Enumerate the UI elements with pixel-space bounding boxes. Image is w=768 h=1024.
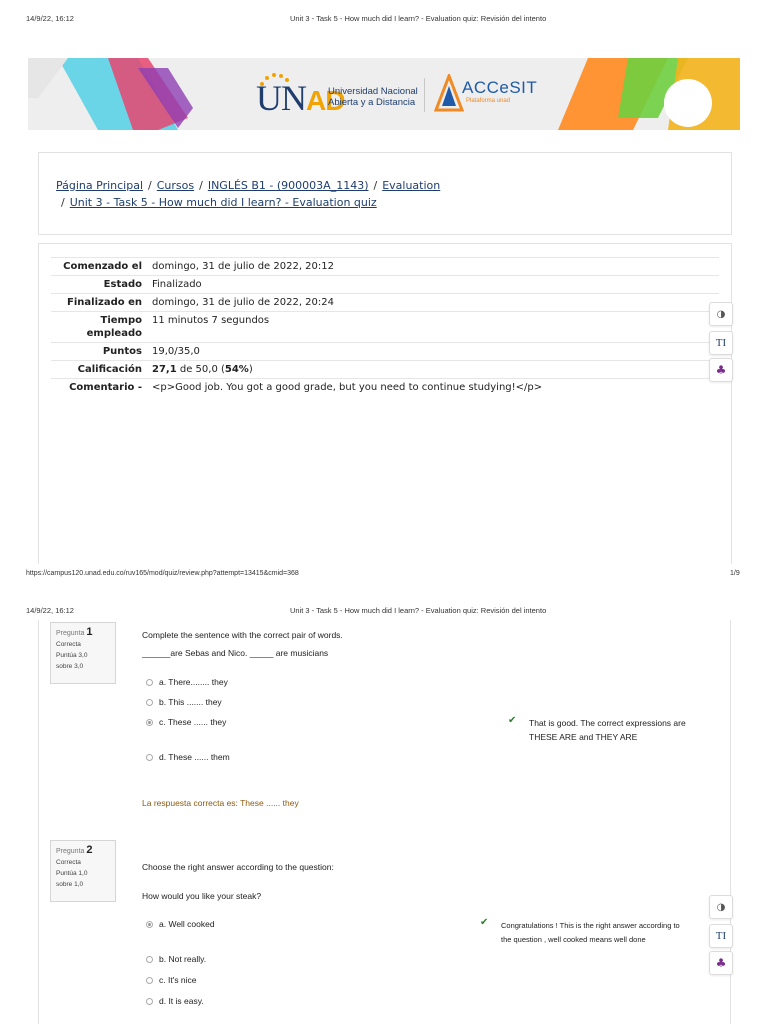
grade-close: ) <box>248 364 253 375</box>
question-info-1 <box>50 622 116 684</box>
answer-option-selected[interactable] <box>146 919 215 929</box>
accessibility-plugin-button[interactable] <box>709 951 733 975</box>
radio-button[interactable] <box>146 998 153 1005</box>
breadcrumb-home[interactable]: Página Principal <box>56 179 144 192</box>
logo-divider <box>424 78 425 112</box>
correct-check-icon: ✔ <box>508 715 517 726</box>
summary-label: Tiempo empleado <box>51 312 148 343</box>
answer-option-label: c. It's nice <box>159 975 197 985</box>
question-prompt: Complete the sentence with the correct pair of words. <box>142 630 343 640</box>
answer-option-label: d. It is easy. <box>159 996 204 1006</box>
summary-label: Finalizado en <box>51 294 148 312</box>
text-icon: TI <box>715 337 727 349</box>
puzzle-icon: ♣ <box>715 956 727 970</box>
summary-row <box>51 258 719 276</box>
radio-button-selected[interactable] <box>146 719 153 726</box>
grade-label: Calificación <box>51 361 148 379</box>
text-size-button[interactable] <box>709 924 733 948</box>
radio-button-selected[interactable] <box>146 921 153 928</box>
accesit-subtitle: Plataforma unad <box>466 98 511 104</box>
grade-of: de 50,0 ( <box>176 364 225 375</box>
attempt-summary-table <box>51 257 719 396</box>
answer-option[interactable] <box>146 752 230 762</box>
breadcrumb-quiz[interactable]: Unit 3 - Task 5 - How much did I learn? - Evaluation quiz <box>69 196 377 209</box>
answer-option-label: c. These ...... they <box>159 717 227 727</box>
answer-option[interactable] <box>146 954 206 964</box>
radio-button[interactable] <box>146 977 153 984</box>
answer-option[interactable] <box>146 975 197 985</box>
print-header-title: Unit 3 - Task 5 - How much did I learn? - Evaluation quiz: Revisión del intento <box>290 606 547 615</box>
summary-value: 19,0/35,0 <box>148 343 719 361</box>
summary-row <box>51 276 719 294</box>
site-banner <box>28 58 740 130</box>
answer-option-label: b. Not really. <box>159 954 207 964</box>
comment-value: <p>Good job. You got a good grade, but you need to continue studying!</p> <box>148 379 719 397</box>
contrast-toggle-button[interactable] <box>709 302 733 326</box>
summary-row <box>51 312 719 343</box>
answer-option[interactable] <box>146 697 222 707</box>
accesit-logo-mark <box>434 74 464 114</box>
feedback-line: the question , well cooked means well done <box>501 935 646 944</box>
summary-value: Finalizado <box>148 276 719 294</box>
radio-button[interactable] <box>146 956 153 963</box>
contrast-toggle-button[interactable] <box>709 895 733 919</box>
unad-logo[interactable] <box>256 72 426 118</box>
radio-button[interactable] <box>146 699 153 706</box>
unad-logo-wordmark: UNAD <box>256 78 345 118</box>
question-prompt: Choose the right answer according to the question: <box>142 862 334 872</box>
question-number <box>56 845 110 857</box>
question-sentence: How would you like your steak? <box>142 891 262 901</box>
answer-feedback <box>501 919 680 947</box>
question-status: Correcta <box>56 641 81 648</box>
answer-option[interactable] <box>146 996 204 1006</box>
summary-label: Puntos <box>51 343 148 361</box>
breadcrumb-courses[interactable]: Cursos <box>156 179 195 192</box>
summary-value: domingo, 31 de julio de 2022, 20:12 <box>148 258 719 276</box>
question-label: Pregunta <box>56 848 85 855</box>
grade-value-cell <box>148 361 719 379</box>
text-size-button[interactable] <box>709 331 733 355</box>
correct-check-icon: ✔ <box>480 917 489 928</box>
contrast-icon: ◑ <box>716 308 726 320</box>
radio-button[interactable] <box>146 754 153 761</box>
breadcrumb <box>56 179 440 192</box>
radio-button[interactable] <box>146 679 153 686</box>
feedback-line: Congratulations ! This is the right answer according to <box>501 921 680 930</box>
comment-label: Comentario - <box>51 379 148 397</box>
summary-row-grade <box>51 361 719 379</box>
accesit-logo[interactable] <box>434 72 538 118</box>
answer-option-label: d. These ...... them <box>159 752 230 762</box>
correct-answer-text: La respuesta correcta es: These ...... they <box>142 798 299 808</box>
answer-option-label: b. This ....... they <box>159 697 222 707</box>
summary-label: Comenzado el <box>51 258 148 276</box>
print-header-date: 14/9/22, 16:12 <box>26 14 74 23</box>
answer-feedback <box>529 716 686 744</box>
question-number-value: 2 <box>86 844 93 856</box>
question-score: Puntúa 3,0 <box>56 652 88 659</box>
breadcrumb-separator: / <box>148 179 152 192</box>
breadcrumb-course[interactable]: INGLÉS B1 - (900003A_1143) <box>207 179 369 192</box>
question-label: Pregunta <box>56 630 85 637</box>
grade-percent: 54% <box>224 364 249 375</box>
summary-row <box>51 294 719 312</box>
university-name-line1: Universidad Nacional <box>328 86 418 97</box>
answer-option[interactable] <box>146 677 228 687</box>
accessibility-plugin-button[interactable] <box>709 358 733 382</box>
question-number-value: 1 <box>86 626 93 638</box>
question-status: Correcta <box>56 859 81 866</box>
breadcrumb-card <box>38 152 732 235</box>
university-name-line2: Abierta y a Distancia <box>328 97 416 108</box>
answer-option-selected[interactable] <box>146 717 226 727</box>
question-number <box>56 627 110 639</box>
answer-option-label: a. There........ they <box>159 677 228 687</box>
contrast-icon: ◑ <box>716 901 726 913</box>
text-icon: TI <box>715 930 727 942</box>
breadcrumb-separator: / <box>373 179 378 192</box>
summary-row <box>51 343 719 361</box>
question-sentence: ______are Sebas and Nico. _____ are musicians <box>142 648 329 658</box>
breadcrumb-separator: / <box>199 179 203 192</box>
summary-value: 11 minutos 7 segundos <box>148 312 719 343</box>
question-score: Puntúa 1,0 <box>56 870 88 877</box>
print-footer-url: https://campus120.unad.edu.co/ruv165/mod/quiz/review.php?attempt=13415&cmid=368 <box>26 570 299 577</box>
question-info-2 <box>50 840 116 902</box>
print-header-date: 14/9/22, 16:12 <box>26 606 74 615</box>
feedback-line: That is good. The correct expressions are <box>529 718 686 728</box>
breadcrumb-separator: / <box>61 196 65 209</box>
content-border-left <box>38 620 39 1024</box>
attempt-summary-card <box>38 243 732 564</box>
print-footer-page: 1/9 <box>730 570 740 577</box>
breadcrumb-row-2 <box>61 196 377 209</box>
feedback-line: THESE ARE and THEY ARE <box>529 732 638 742</box>
puzzle-icon: ♣ <box>715 363 727 377</box>
summary-value: domingo, 31 de julio de 2022, 20:24 <box>148 294 719 312</box>
grade-value: 27,1 <box>152 364 177 375</box>
accesit-wordmark: ACCeSIT <box>462 78 538 97</box>
summary-row-comment <box>51 379 719 397</box>
question-score-max: sobre 3,0 <box>56 663 84 670</box>
print-header-title: Unit 3 - Task 5 - How much did I learn? - Evaluation quiz: Revisión del intento <box>290 14 547 23</box>
answer-option-label: a. Well cooked <box>159 919 215 929</box>
question-score-max: sobre 1,0 <box>56 881 84 888</box>
summary-label: Estado <box>51 276 148 294</box>
breadcrumb-section[interactable]: Evaluation <box>382 179 441 192</box>
